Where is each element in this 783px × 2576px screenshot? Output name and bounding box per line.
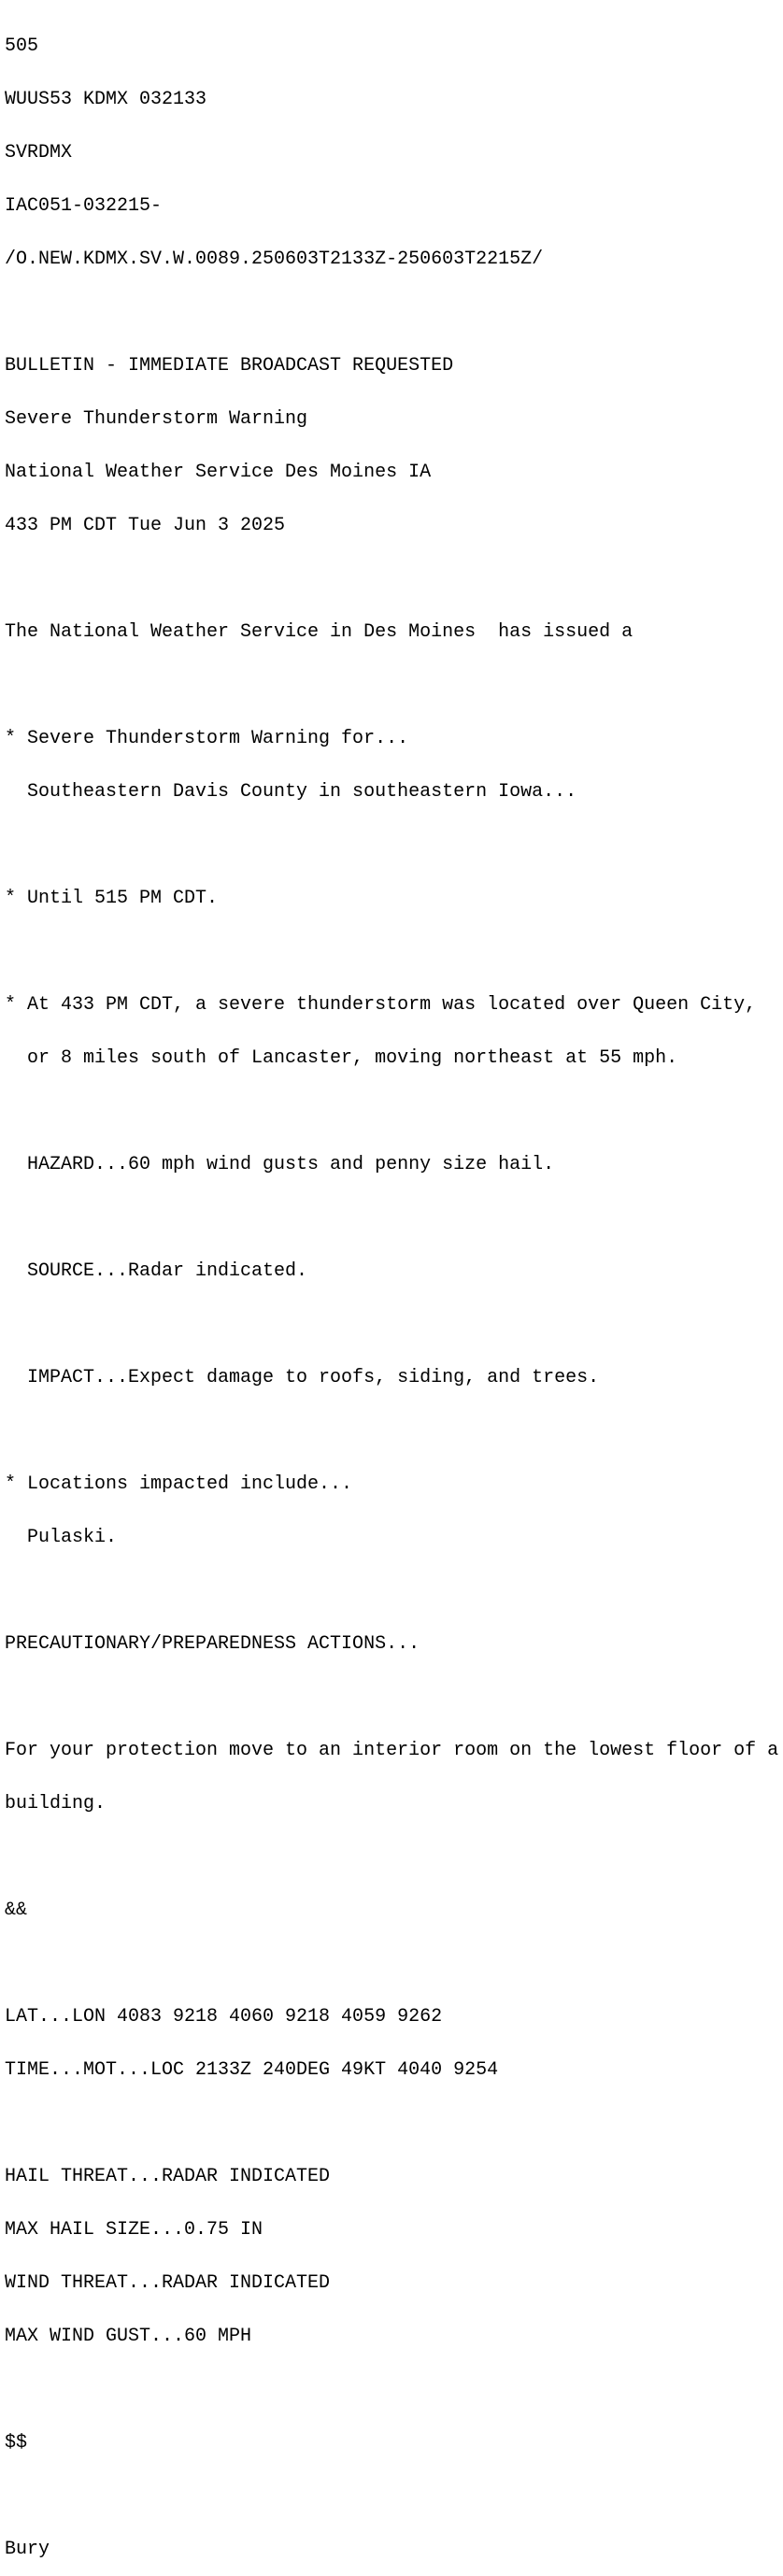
product-id-line: 505 [5,36,39,57]
blank-line [5,1848,783,1866]
warning-for-line: * Severe Thunderstorm Warning for... [5,728,409,749]
locations-list-line: Pulaski. [5,1527,118,1548]
max-hail-size-line: MAX HAIL SIZE...0.75 IN [5,2219,263,2241]
issuing-office-line: National Weather Service Des Moines IA [5,462,432,483]
wind-threat-line: WIND THREAT...RADAR INDICATED [5,2272,331,2294]
protection-line: For your protection move to an interior room on the lowest floor of a [5,1740,779,1761]
blank-line [5,943,783,961]
blank-line [5,2487,783,2505]
storm-location-line: * At 433 PM CDT, a severe thunderstorm was located over Queen City, [5,994,757,1016]
awips-id-line: SVRDMX [5,142,73,164]
blank-line [5,1688,783,1706]
lat-lon-line: LAT...LON 4083 9218 4060 9218 4059 9262 [5,2006,443,2028]
section-separator: && [5,1900,28,1921]
blank-line [5,1316,783,1333]
intro-line: The National Weather Service in Des Moines has issued a [5,621,634,643]
storm-motion-line: or 8 miles south of Lancaster, moving northeast at 55 mph. [5,1047,678,1069]
protection-continued-line: building. [5,1793,107,1815]
blank-line [5,676,783,694]
end-of-product-line: $$ [5,2432,28,2454]
time-mot-loc-line: TIME...MOT...LOC 2133Z 240DEG 49KT 4040 9254 [5,2059,499,2081]
hail-threat-line: HAIL THREAT...RADAR INDICATED [5,2166,331,2187]
until-line: * Until 515 PM CDT. [5,888,219,909]
issue-time-line: 433 PM CDT Tue Jun 3 2025 [5,515,286,536]
bulletin-line: BULLETIN - IMMEDIATE BROADCAST REQUESTED [5,355,454,377]
warning-title-line: Severe Thunderstorm Warning [5,408,308,430]
ugc-code-line: IAC051-032215- [5,195,163,217]
wmo-header-line: WUUS53 KDMX 032133 [5,89,207,110]
blank-line [5,570,783,588]
blank-line [5,836,783,854]
impact-line: IMPACT...Expect damage to roofs, siding, and trees. [5,1367,600,1388]
blank-line [5,1955,783,1972]
blank-line [5,1582,783,1600]
precautionary-heading-line: PRECAUTIONARY/PREPAREDNESS ACTIONS... [5,1633,420,1655]
blank-line [5,2381,783,2398]
locations-heading-line: * Locations impacted include... [5,1473,353,1495]
blank-line [5,1422,783,1440]
source-line: SOURCE...Radar indicated. [5,1260,308,1282]
area-line: Southeastern Davis County in southeastern Iowa... [5,781,577,803]
blank-line [5,1209,783,1227]
forecaster-signature-line: Bury [5,2539,50,2560]
blank-line [5,1103,783,1120]
blank-line [5,304,783,321]
max-wind-gust-line: MAX WIND GUST...60 MPH [5,2326,252,2347]
vtec-line: /O.NEW.KDMX.SV.W.0089.250603T2133Z-250603T2215Z/ [5,249,544,270]
blank-line [5,2114,783,2132]
hazard-line: HAZARD...60 mph wind gusts and penny size hail. [5,1154,555,1175]
